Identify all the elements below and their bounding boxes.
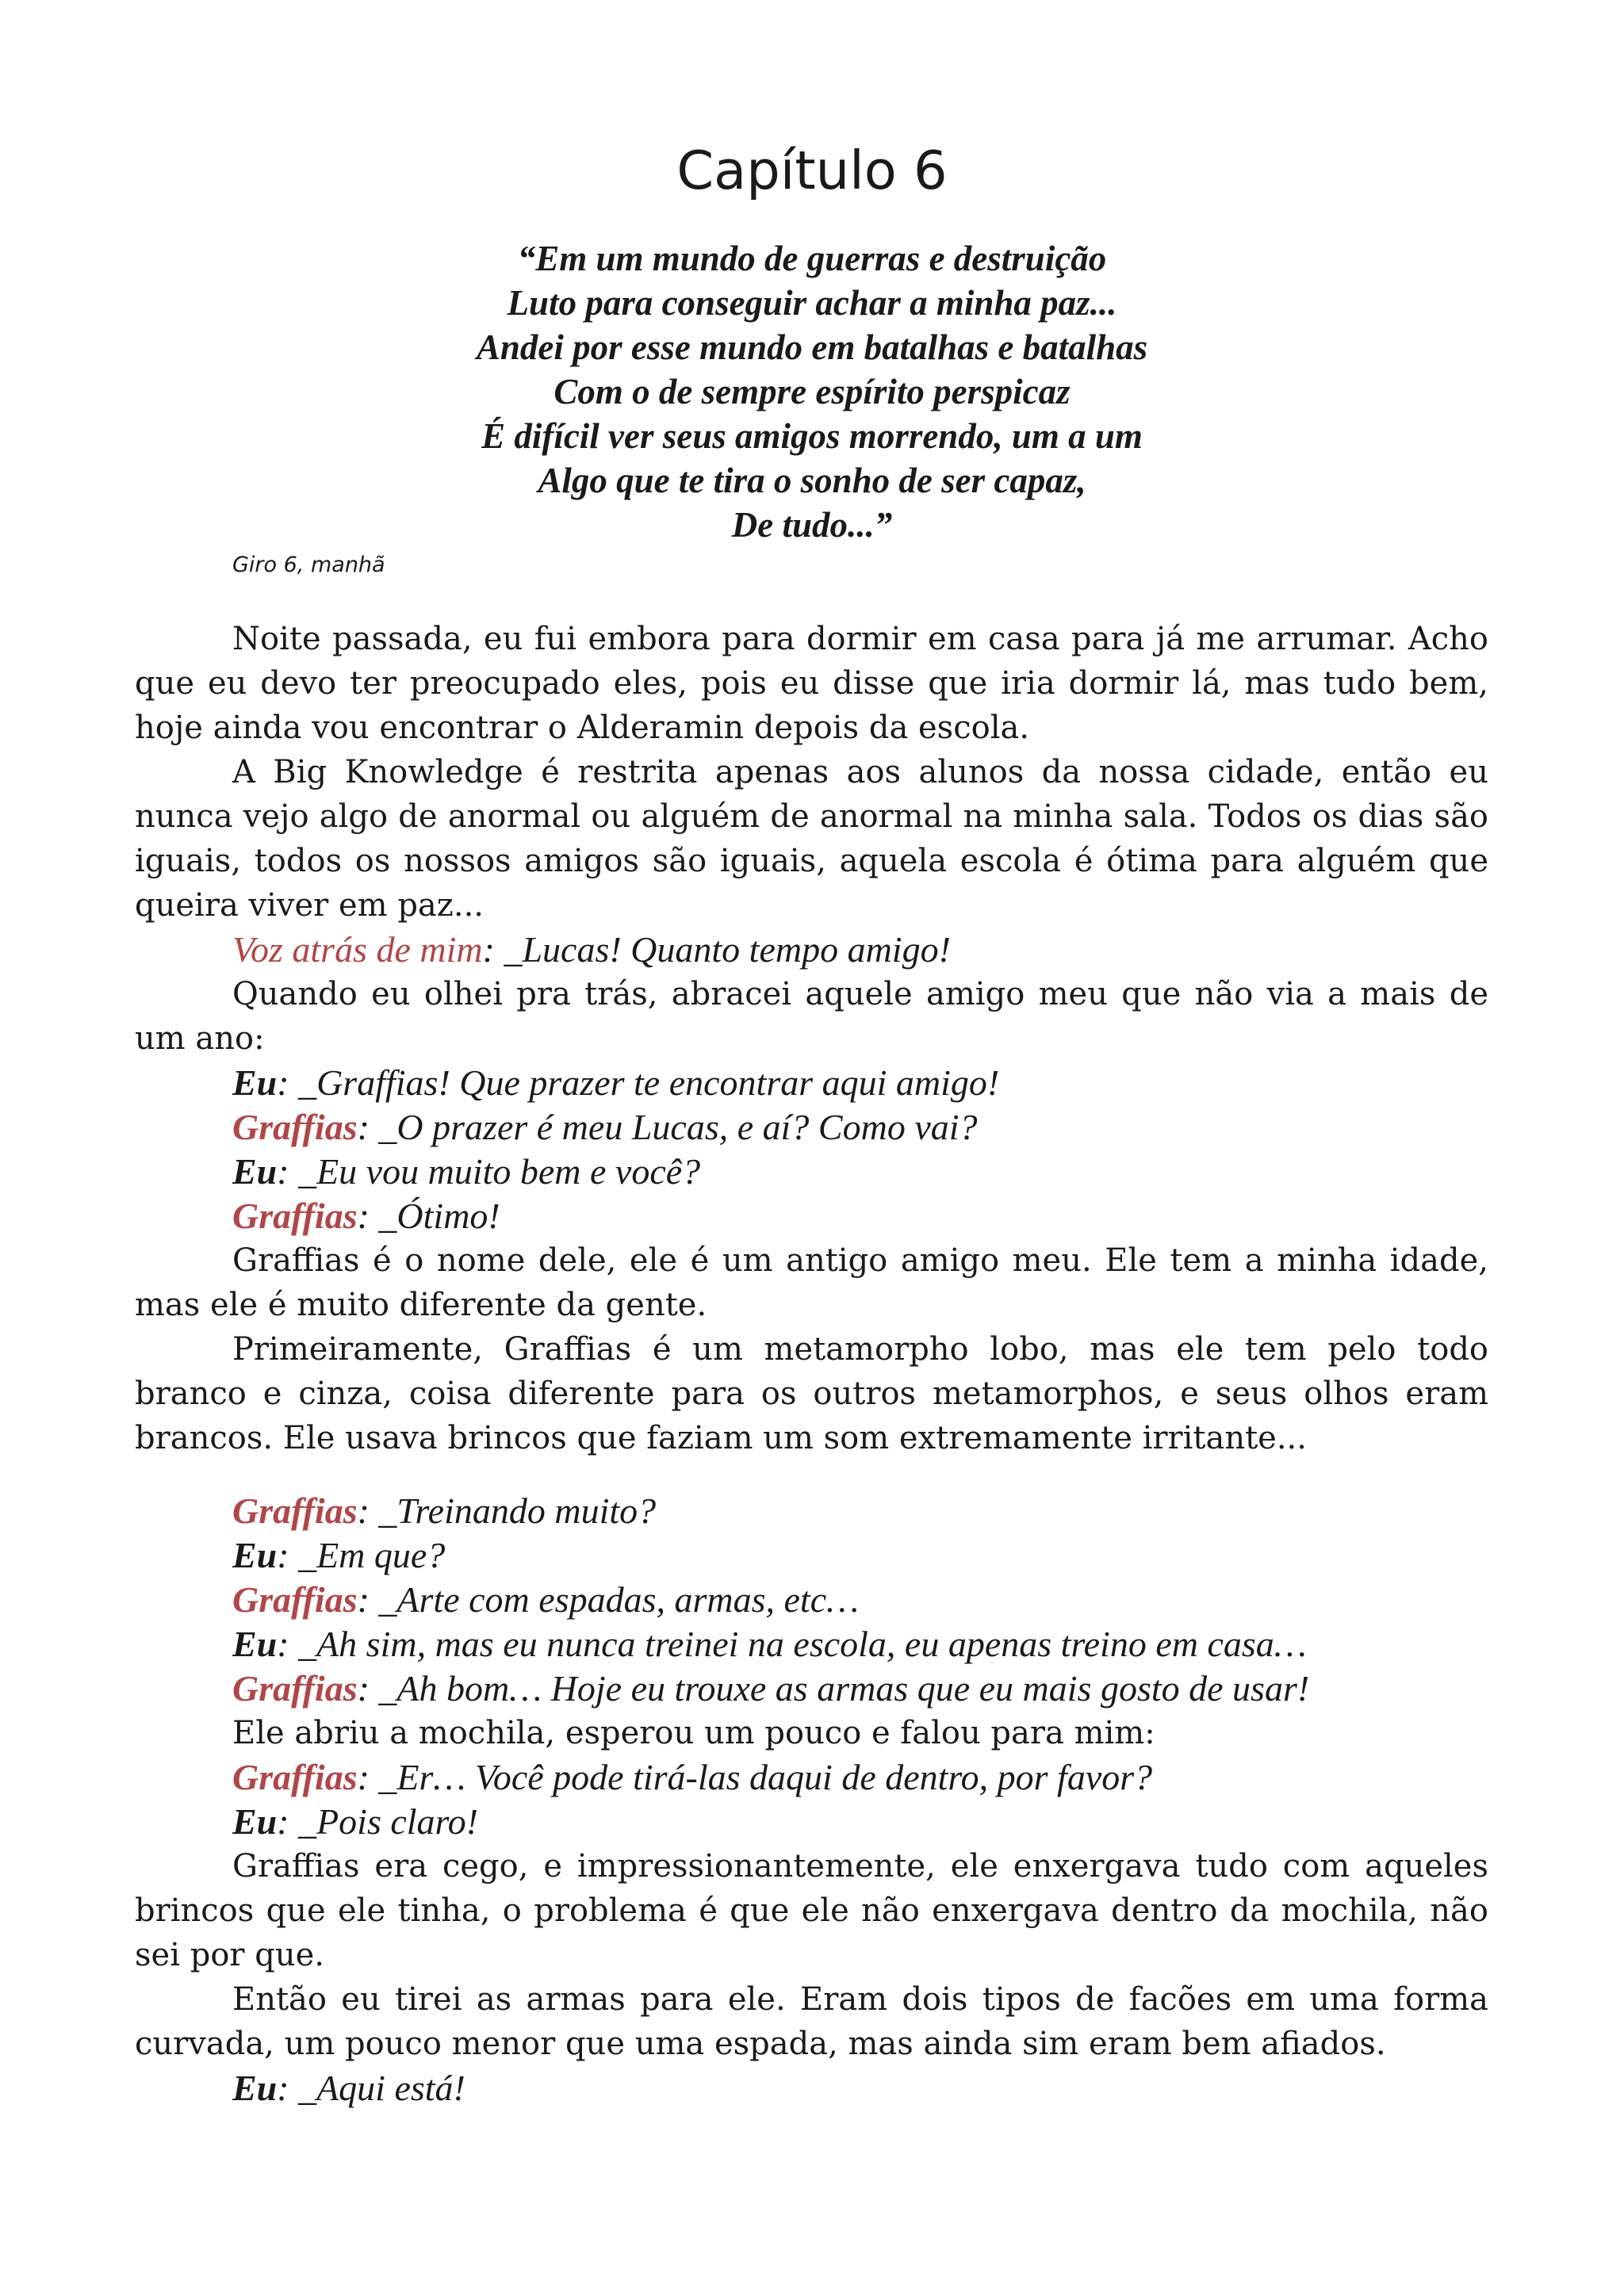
paragraph-line: Então eu tirei as armas para ele. Eram dois tipos de facões em uma forma xyxy=(232,1981,1488,2018)
paragraph-line: curvada, um pouco menor que uma espada, mas ainda sim eram bem afiados. xyxy=(135,2026,1386,2062)
dialogue-line xyxy=(135,1622,1488,1667)
dialogue-text: : _Em que? xyxy=(277,1535,446,1575)
dialogue-line xyxy=(135,1755,1488,1800)
dialogue-text: : _Pois claro! xyxy=(277,1801,479,1842)
dialogue-text: : _Er… Você pode tirá-las daqui de dentro, por favor? xyxy=(357,1757,1153,1797)
paragraph-line: hoje ainda vou encontrar o Alderamin depois da escola. xyxy=(135,710,1030,746)
dateline: Giro 6, manhã xyxy=(232,553,385,577)
paragraph-line: Graffias é o nome dele, ele é um antigo amigo meu. Ele tem a minha idade, xyxy=(232,1242,1488,1279)
paragraph-line: brancos. Ele usava brincos que faziam um som extremamente irritante... xyxy=(135,1420,1307,1456)
dialogue-line xyxy=(135,1061,1488,1105)
dialogue-text: : _Ah bom… Hoje eu trouxe as armas que eu mais gosto de usar! xyxy=(357,1668,1310,1709)
paragraph-line: Primeiramente, Graffias é um metamorpho lobo, mas ele tem pelo todo xyxy=(232,1331,1488,1368)
dialogue-line xyxy=(135,1105,1488,1150)
chapter-body xyxy=(135,617,1488,2110)
dialogue-speaker: Eu xyxy=(232,2068,278,2108)
dialogue-text: : _Graffias! Que prazer te encontrar aqui amigo! xyxy=(277,1062,1000,1103)
paragraph-line: branco e cinza, coisa diferente para os outros metamorphos, e seus olhos eram xyxy=(135,1376,1488,1412)
paragraph-line: Ele abriu a mochila, esperou um pouco e falou para mim: xyxy=(232,1715,1155,1751)
epigraph-poem xyxy=(0,236,1624,547)
paragraph-line: Noite passada, eu fui embora para dormir em casa para já me arrumar. Acho xyxy=(232,621,1488,657)
dialogue-speaker: Eu xyxy=(232,1062,278,1103)
dialogue-text: : _O prazer é meu Lucas, e aí? Como vai? xyxy=(357,1107,978,1147)
epigraph-line: Luto para conseguir achar a minha paz... xyxy=(507,283,1117,323)
dialogue-text: : _Arte com espadas, armas, etc… xyxy=(357,1579,860,1620)
epigraph-line: De tudo...” xyxy=(731,505,893,545)
paragraph-line: brincos que ele tinha, o problema é que ele não enxergava dentro da mochila, não xyxy=(135,1892,1488,1929)
dialogue-speaker: Graffias xyxy=(232,1579,358,1620)
dialogue-text: : _Ótimo! xyxy=(357,1196,500,1236)
paragraph-line: nunca vejo algo de anormal ou alguém de anormal na minha sala. Todos os dias são xyxy=(135,798,1488,835)
dialogue-line xyxy=(135,1578,1488,1622)
paragraph-line: Quando eu olhei pra trás, abracei aquele amigo meu que não via a mais de xyxy=(232,976,1488,1012)
dialogue-line xyxy=(135,928,1488,972)
dialogue-text: : _Aqui está! xyxy=(277,2068,465,2108)
paragraph-line: que eu devo ter preocupado eles, pois eu disse que iria dormir lá, mas tudo bem, xyxy=(135,665,1488,702)
paragraph-line: iguais, todos os nossos amigos são iguais, aquela escola é ótima para alguém que xyxy=(135,843,1488,879)
epigraph-line: Algo que te tira o sonho de ser capaz, xyxy=(538,461,1086,500)
dialogue-speaker: Graffias xyxy=(232,1107,358,1147)
dialogue-speaker: Eu xyxy=(232,1535,278,1575)
epigraph-line: Com o de sempre espírito perspicaz xyxy=(553,372,1071,411)
dialogue-line xyxy=(135,1667,1488,1711)
dialogue-text: : _Lucas! Quanto tempo amigo! xyxy=(482,929,951,970)
dialogue-line xyxy=(135,1194,1488,1238)
paragraph-line: A Big Knowledge é restrita apenas aos alunos da nossa cidade, então eu xyxy=(232,754,1488,790)
dialogue-speaker: Voz atrás de mim xyxy=(232,929,483,970)
paragraph-line: mas ele é muito diferente da gente. xyxy=(135,1287,707,1323)
dialogue-speaker: Graffias xyxy=(232,1196,358,1236)
epigraph-line: Andei por esse mundo em batalhas e batalhas xyxy=(476,327,1148,367)
epigraph-line: “Em um mundo de guerras e destruição xyxy=(517,239,1107,278)
epigraph-line: É difícil ver seus amigos morrendo, um a um xyxy=(481,416,1143,456)
dialogue-line xyxy=(135,1489,1488,1533)
dialogue-line xyxy=(135,2066,1488,2110)
dialogue-speaker: Graffias xyxy=(232,1490,358,1531)
dialogue-speaker: Graffias xyxy=(232,1757,358,1797)
dialogue-text: : _Treinando muito? xyxy=(357,1490,657,1531)
chapter-title: Capítulo 6 xyxy=(676,140,948,201)
dialogue-text: : _Ah sim, mas eu nunca treinei na escola, eu apenas treino em casa… xyxy=(277,1624,1307,1664)
dialogue-speaker: Eu xyxy=(232,1624,278,1664)
paragraph-line: Graffias era cego, e impressionantemente, ele enxergava tudo com aqueles xyxy=(232,1848,1488,1885)
dialogue-line xyxy=(135,1150,1488,1194)
dialogue-text: : _Eu vou muito bem e você? xyxy=(277,1151,701,1192)
dialogue-speaker: Graffias xyxy=(232,1668,358,1709)
paragraph-line: queira viver em paz... xyxy=(135,887,484,924)
paragraph-line: sei por que. xyxy=(135,1937,324,1973)
dialogue-line xyxy=(135,1800,1488,1844)
dialogue-line xyxy=(135,1533,1488,1578)
dialogue-speaker: Eu xyxy=(232,1151,278,1192)
paragraph-line: um ano: xyxy=(135,1020,265,1057)
dialogue-speaker: Eu xyxy=(232,1801,278,1842)
